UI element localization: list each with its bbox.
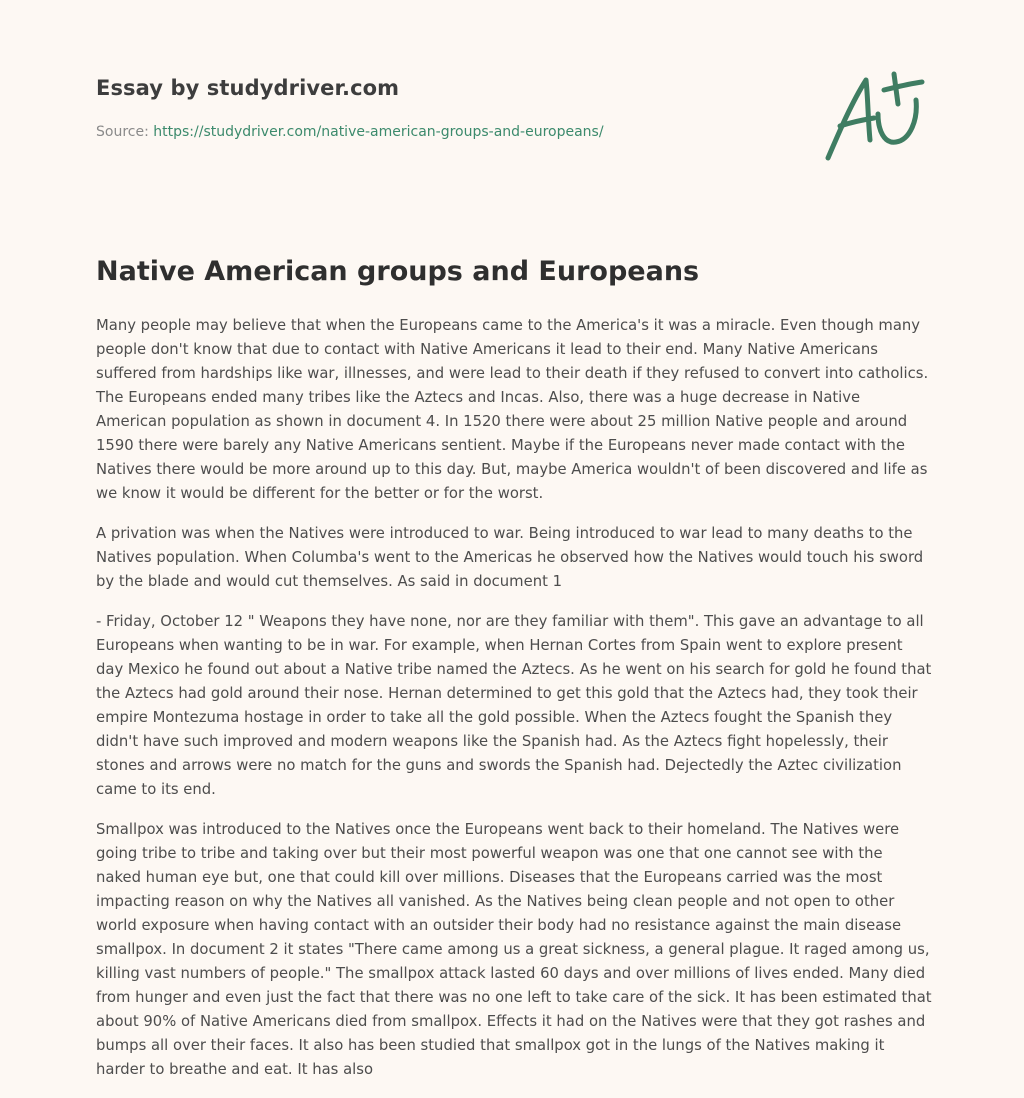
essay-paragraph: - Friday, October 12 " Weapons they have none, nor are they familiar with them". This gave an advantage to all Europeans when wanting to be in war. For example, when Hernan Cortes from Spain went to explore present day Mexico he found out about a Native tribe named the Aztecs. As he went on his search for gold he found that the Aztecs had gold around their nose. Hernan determined to get this gold that the Aztecs had, they took their empire Montezuma hostage in order to take all the gold possible. When the Aztecs fought the Spanish they didn't have such improved and modern weapons like the Spanish had. As the Aztecs fight hopelessly, their stones and arrows were no match for the guns and swords the Spanish had. Dejectedly the Aztec civilization came to its end. <box>96 613 932 798</box>
source-link[interactable]: https://studydriver.com/native-american-groups-and-europeans/ <box>153 124 604 140</box>
page-header <box>96 76 928 140</box>
source-line <box>96 124 604 140</box>
essay-title: Native American groups and Europeans <box>96 256 700 287</box>
essay-paragraph: A privation was when the Natives were introduced to war. Being introduced to war lead to many deaths to the Natives population. When Columba's went to the Americas he observed how the Natives would touch his sword by the blade and would cut themselves. As said in document 1 <box>96 525 924 590</box>
site-title: Essay by studydriver.com <box>96 76 400 100</box>
a-plus-logo-icon <box>822 68 928 164</box>
essay-body <box>96 314 932 1098</box>
essay-paragraph: Many people may believe that when the Europeans came to the America's it was a miracle. Even though many people don't know that due to contact with Native Americans it lead to their end. Many Native Americans suffered from hardships like war, illnesses, and were lead to their death if they refused to convert into catholics. The Europeans ended many tribes like the Aztecs and Incas. Also, there was a huge decrease in Native American population as shown in document 4. In 1520 there were about 25 million Native people and around 1590 there were barely any Native Americans sentient. Maybe if the Europeans never made contact with the Natives there would be more around up to this day. But, maybe America wouldn't of been discovered and life as we know it would be different for the better or for the worst. <box>96 317 929 502</box>
essay-paragraph: Smallpox was introduced to the Natives once the Europeans went back to their homeland. The Natives were going tribe to tribe and taking over but their most powerful weapon was one that one cannot see with the naked human eye but, one that could kill over millions. Diseases that the Europeans carried was the most impacting reason on why the Natives all vanished. As the Natives being clean people and not open to other world exposure when having contact with an outsider their body had no resistance against the main disease smallpox. In document 2 it states "There came among us a great sickness, a general plague. It raged among us, killing vast numbers of people." The smallpox attack lasted 60 days and over millions of lives ended. Many died from hunger and even just the fact that there was no one left to take care of the sick. It has been estimated that about 90% of Native Americans died from smallpox. Effects it had on the Natives were that they got rashes and bumps all over their faces. It also has been studied that smallpox got in the lungs of the Natives making it harder to breathe and eat. It has also <box>96 821 932 1078</box>
source-label: Source: <box>96 124 149 140</box>
